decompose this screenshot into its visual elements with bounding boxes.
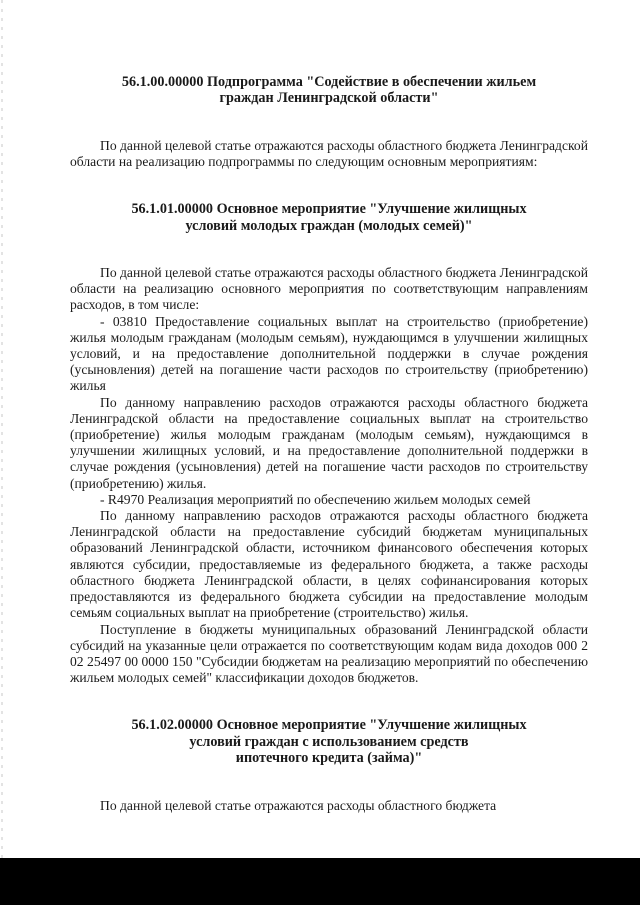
- heading-subprogram: [70, 74, 588, 107]
- paragraph-main-1: По данной целевой статье отражаются расходы областного бюджета Ленинградской области на реализацию основного мероприятия по соответствующим направлениям расходов, в том числе:: [70, 265, 588, 313]
- heading-main-activity-02-line-3: ипотечного кредита (займа)": [235, 750, 423, 767]
- heading-subprogram-line-1: 56.1.00.00000 Подпрограмма "Содействие в обеспечении жильем: [121, 74, 537, 90]
- heading-subprogram-line-2: граждан Ленинградской области": [219, 90, 439, 107]
- heading-main-activity-02-line-1: 56.1.02.00000 Основное мероприятие "Улучшение жилищных: [131, 717, 527, 734]
- paragraph-item-r4970: - R4970 Реализация мероприятий по обеспечению жильем молодых семей: [100, 491, 531, 507]
- heading-main-activity-01-line-1: 56.1.01.00000 Основное мероприятие "Улучшение жилищных: [131, 201, 527, 218]
- heading-main-activity-02: [70, 717, 588, 766]
- paragraph-main-4: Поступление в бюджеты муниципальных образований Ленинградской области субсидий на указанные цели отражается по соответствующим кодам вида доходов 000 2 02 25497 00 0000 150 "Субсидии бюджетам на реализацию мероприятий по обеспечению жильем молодых семей" классификации доходов бюджетов.: [70, 621, 588, 686]
- document-content: [70, 74, 588, 814]
- heading-main-activity-01: [70, 201, 588, 234]
- paragraph-intro: По данной целевой статье отражаются расходы областного бюджета Ленинградской области на реализацию подпрограммы по следующим основным мероприятиям:: [70, 137, 588, 170]
- scan-bottom-bar: [0, 858, 640, 905]
- heading-main-activity-02-line-2: условий граждан с использованием средств: [189, 733, 469, 750]
- paragraph-main-3: По данному направлению расходов отражаются расходы областного бюджета Ленинградской области на предоставление субсидий бюджетам муниципальных образований Ленинградской области, источником финансового обеспечения которых являются субсидии, предоставляемые из федерального бюджета, а также расходы областного бюджета Ленинградской области, в целях софинансирования которых предоставляются из федерального бюджета субсидии на предоставление молодым семьям социальных выплат на приобретение (строительство) жилья.: [70, 508, 588, 621]
- heading-main-activity-01-line-2: условий молодых граждан (молодых семей)": [185, 217, 473, 234]
- paragraph-last: По данной целевой статье отражаются расходы областного бюджета: [100, 797, 497, 813]
- paragraph-item-03810: - 03810 Предоставление социальных выплат на строительство (приобретение) жилья молодым гражданам (молодым семьям), нуждающимся в улучшении жилищных условий, и на предоставление дополнительной поддержки в случае рождения (усыновления) детей на погашение части расходов по строительству (приобретению) жилья: [70, 313, 588, 394]
- scan-edge-artifact: [1, 0, 3, 858]
- paragraph-main-2: По данному направлению расходов отражаются расходы областного бюджета Ленинградской области на предоставление социальных выплат на строительство (приобретение) жилья молодым гражданам (молодым семьям), нуждающимся в улучшении жилищных условий, и на предоставление дополнительной поддержки в случае рождения (усыновления) детей на погашение части расходов по строительству (приобретению) жилья.: [70, 394, 588, 491]
